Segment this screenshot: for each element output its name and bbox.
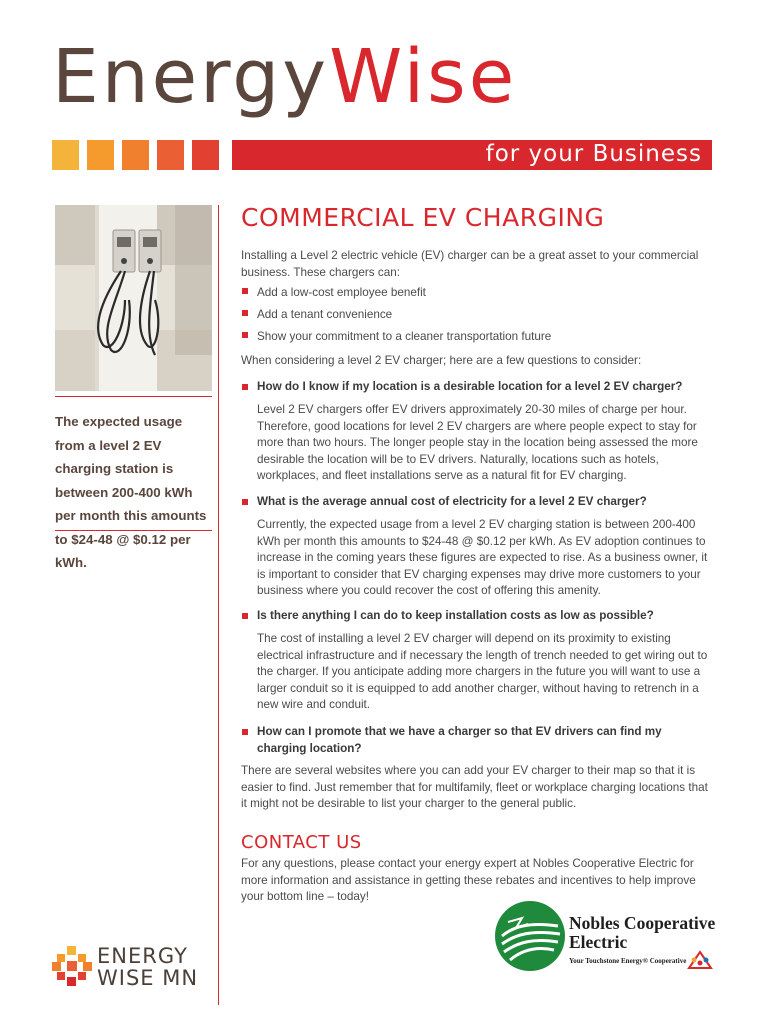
nobles-cooperative-logo [494,900,566,977]
cooperative-name-line1: Nobles Cooperative [569,913,716,933]
energy-wise-mn-line2: WISE MN [97,966,199,990]
contact-title: CONTACT US [241,832,362,853]
benefit-item [242,329,551,346]
bullet-icon [242,384,248,390]
faq-answer: Level 2 EV chargers offer EV drivers approximately 20-30 miles of charge per hour. Therefore, good locations for level 2 EV chargers are where people expect to stay for more than two hours. The longer people stay in the location being assessed the more desirable the location will be to EV drivers. Naturally, locations such as hotels, workplaces, and fleet installations serve as a natural fit for EV charging. [257,403,698,483]
faq-question: What is the average annual cost of electricity for a level 2 EV charger? [242,494,712,511]
sidebar-callout: The expected usage from a level 2 EV charging station is between 200-400 kWh per month this amounts to $24-48 @ $0.12 per kWh. [55,414,207,570]
intro-text: Installing a Level 2 electric vehicle (EV) charger can be a great asset to your commercial business. These chargers can: [241,249,699,279]
bullet-icon [242,499,248,505]
logo-square [157,140,184,170]
lead-in-text: When considering a level 2 EV charger; here are a few questions to consider: [241,354,642,367]
faq-answer: There are several websites where you can add your EV charger to their map so that it is easier to find. Just remember that for multifamily, fleet or workplace charging locations that it might not be desirable to list your charger to the general public. [241,764,708,811]
benefit-label: Show your commitment to a cleaner transportation future [257,330,552,343]
logo-square [52,140,79,170]
logo-square [122,140,149,170]
ev-charger-photo [55,205,212,391]
cooperative-name-line2: Electric [569,932,628,952]
benefit-label: Add a tenant convenience [257,308,393,321]
faq-answer: The cost of installing a level 2 EV charger will depend on its proximity to existing electrical infrastructure and if necessary the length of trench needed to get wiring out to the charger. If you anticipate adding more chargers in the future you will want to use a larger conduit so it is equipped to add another charger, without having to retrench in a new wire and conduit. [257,632,708,712]
bullet-icon [242,332,248,338]
benefit-label: Add a low-cost employee benefit [257,286,426,299]
faq-question: Is there anything I can do to keep installation costs as low as possible? [242,608,712,625]
logo-wise-text: Wise [329,34,518,120]
tagline-bar [232,140,712,170]
energy-wise-mn-logo [52,944,199,991]
tagline: for your Business [485,141,702,167]
callout-divider [55,530,212,531]
bullet-icon [242,613,248,619]
energy-wise-mn-line1: ENERGY [97,944,188,968]
photo-divider [55,396,212,397]
logo-energy-text: Energy [52,34,330,120]
logo-square [87,140,114,170]
bullet-icon [242,729,248,735]
touchstone-energy-icon [687,950,713,975]
cooperative-name [569,914,715,952]
energy-wise-mn-text [97,945,198,989]
bullet-icon [242,310,248,316]
faq-answer: Currently, the expected usage from a level 2 EV charging station is between 200-400 kWh per month this amounts to $24-48 @ $0.12 per kWh. As EV adoption continues to increase in the coming years these figures are expected to rise. As a business owner, it is important to consider that EV charging expenses may drive more customers to your business where you could recover the cost of offering this amenity. [257,518,708,598]
benefit-item [242,307,392,324]
cooperative-emblem-icon [494,900,566,972]
benefit-item [242,285,426,302]
cooperative-tagline: Your Touchstone Energy® Cooperative [569,957,687,965]
contact-text: For any questions, please contact your energy expert at Nobles Cooperative Electric for more information and assistance in getting these rebates and incentives to help improve your bottom line – today! [241,857,696,904]
faq-question: How can I promote that we have a charger so that EV drivers can find my charging location? [242,724,682,757]
page-title: COMMERCIAL EV CHARGING [241,203,605,232]
column-divider [218,205,219,1005]
energy-wise-logo [52,34,518,120]
dot-grid-icon [52,946,92,986]
faq-question: How do I know if my location is a desirable location for a level 2 EV charger? [242,379,712,396]
bullet-icon [242,288,248,294]
logo-square [192,140,219,170]
